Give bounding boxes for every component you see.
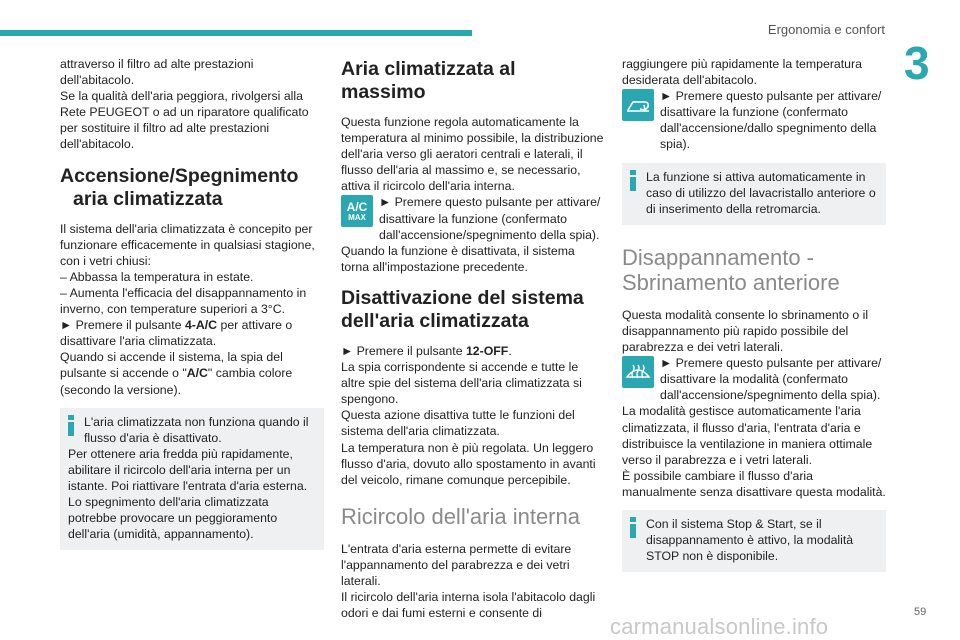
text: per attivare o disattivare l'aria climatizzata. <box>60 318 293 349</box>
paragraph: attraverso il filtro ad alte prestazioni dell'abitacolo. <box>60 57 254 88</box>
instruction-with-icon <box>622 355 886 403</box>
front-defrost-icon <box>622 356 654 388</box>
paragraph: Questa funzione regola automaticamente la temperatura al minimo possibile, la distribuzione dell'aria verso gli aeratori centrali e laterali, il flusso dell'aria al massimo e, se necessario, attiva il ricircolo dell'aria interna. <box>341 115 604 194</box>
heading-line: Disattivazione del sistema <box>341 286 584 309</box>
paragraph: Se la qualità dell'aria peggiora, rivolgersi alla Rete PEUGEOT o ad un riparatore qualificato per sostituire il filtro ad alte prestazioni dell'abitacolo. <box>60 89 309 152</box>
page-number: 59 <box>914 606 927 618</box>
heading-line: Sbrinamento anteriore <box>622 269 840 295</box>
text: Quando si accende il sistema, la spia del pulsante si accende o " <box>60 350 283 381</box>
paragraph: L'entrata d'aria esterna permette di evitare l'appannamento del parabrezza e dei vetri laterali. <box>341 541 572 588</box>
note-text: Con il sistema Stop & Start, se il disappannamento è attivo, la modalità STOP non è disponibile. <box>646 516 854 564</box>
text: ► Premere questo pulsante per attivare/ disattivare la funzione (confermato dall'accensione/dallo spegnimento della spia). <box>660 89 882 152</box>
paragraph <box>660 355 886 403</box>
paragraph: La temperatura non è più regolata. Un leggero flusso d'aria, dovuto allo spostamento in avanti del veicolo, rimane comunque percepibile. <box>341 440 596 487</box>
column-1 <box>60 56 324 560</box>
instruction-with-icon <box>341 194 605 242</box>
top-accent-bar <box>0 30 472 36</box>
heading-line: aria climatizzata <box>73 187 223 210</box>
button-reference: A/C <box>186 366 208 381</box>
text: ► Premere questo pulsante per attivare/ disattivare la modalità (confermato dall'accensione/spegnimento della spia). <box>660 356 882 403</box>
note-text: L'aria climatizzata non funziona quando il flusso d'aria è disattivato. <box>84 414 309 445</box>
paragraph <box>60 317 324 349</box>
section-heading <box>60 165 324 211</box>
paragraph <box>660 88 886 152</box>
heading-line: dell'aria climatizzata <box>341 309 529 332</box>
text: " cambia colore (secondo la versione). <box>60 366 293 397</box>
recirculation-icon <box>622 89 654 121</box>
paragraph <box>379 194 605 242</box>
chapter-title: Ergonomia e confort <box>767 22 885 37</box>
paragraph: Quando la funzione è disattivata, il sistema torna all'impostazione precedente. <box>341 243 575 274</box>
button-reference: 4-A/C <box>184 318 218 333</box>
section-heading <box>341 287 605 333</box>
text: ► Premere il pulsante <box>341 343 466 358</box>
recirculation-icon <box>625 95 651 115</box>
paragraph <box>60 349 324 397</box>
paragraph: Questa azione disattiva tutte le funzioni del sistema dell'aria climatizzata. <box>341 408 575 439</box>
ac-max-icon <box>341 195 373 227</box>
section-heading: Ricircolo dell'aria interna <box>341 503 580 529</box>
note-text: Lo spegnimento dell'aria climatizzata potrebbe provocare un peggioramento dell'aria (umidità, appannamento). <box>68 495 278 542</box>
paragraph: – Aumenta l'efficacia del disappannamento in inverno, con temperature superiori a 3°C. <box>60 285 307 317</box>
note-text: La funzione si attiva automaticamente in caso di utilizzo del lavacristallo anteriore o di inserimento della retromarcia. <box>646 169 876 216</box>
instruction-with-icon <box>622 88 886 152</box>
text: ► Premere il pulsante <box>60 318 185 333</box>
info-note <box>622 163 886 225</box>
section-heading: Aria climatizzata al massimo <box>341 58 516 103</box>
info-note <box>622 510 886 572</box>
button-reference: 12-OFF <box>465 343 509 358</box>
info-icon <box>68 415 74 435</box>
info-note <box>60 408 324 551</box>
info-icon <box>630 170 636 190</box>
column-2 <box>341 56 605 621</box>
icon-label: MAX <box>348 212 366 222</box>
chapter-number: 3 <box>904 37 930 89</box>
paragraph: raggiungere più rapidamente la temperatura desiderata dell'abitacolo. <box>622 57 862 88</box>
paragraph: La modalità gestisce automaticamente l'aria climatizzata, il flusso d'aria, l'entrata d'aria e distribuisce la ventilazione in maniera ottimale verso il parabrezza e i vetri laterali. <box>622 404 873 467</box>
section-heading <box>622 245 886 295</box>
paragraph: Questa modalità consente lo sbrinamento o il disappannamento più rapido possibile del parabrezza e dei vetri laterali. <box>622 307 869 355</box>
heading-line: Disappannamento - <box>622 244 815 270</box>
icon-label: A/C <box>346 199 368 214</box>
heading-line: Accensione/Spegnimento <box>60 164 299 187</box>
paragraph: – Abbassa la temperatura in estate. <box>60 269 254 284</box>
paragraph: Il sistema dell'aria climatizzata è concepito per funzionare efficacemente in qualsiasi stagione, con i vetri chiusi: <box>60 221 315 268</box>
info-icon <box>630 517 636 537</box>
paragraph: La spia corrispondente si accende e tutte le altre spie del sistema dell'aria climatizzata si spengono. <box>341 360 582 407</box>
text: ► Premere questo pulsante per attivare/ disattivare la funzione (confermato dall'accensione/spegnimento della spia). <box>379 195 601 242</box>
paragraph <box>341 343 605 359</box>
text: . <box>508 343 512 358</box>
front-defrost-icon <box>625 361 651 383</box>
watermark: carmanualsonline.info <box>610 614 829 639</box>
note-text: Per ottenere aria fredda più rapidamente, abilitare il ricircolo dell'aria interna per un istante. Poi riattivare l'entrata d'aria esterna. <box>68 446 308 493</box>
paragraph: Il ricircolo dell'aria interna isola l'abitacolo dagli odori e dai fumi esterni e consente di <box>341 590 596 621</box>
paragraph: È possibile cambiare il flusso d'aria manualmente senza disattivare questa modalità. <box>622 468 886 499</box>
column-3 <box>622 56 886 582</box>
